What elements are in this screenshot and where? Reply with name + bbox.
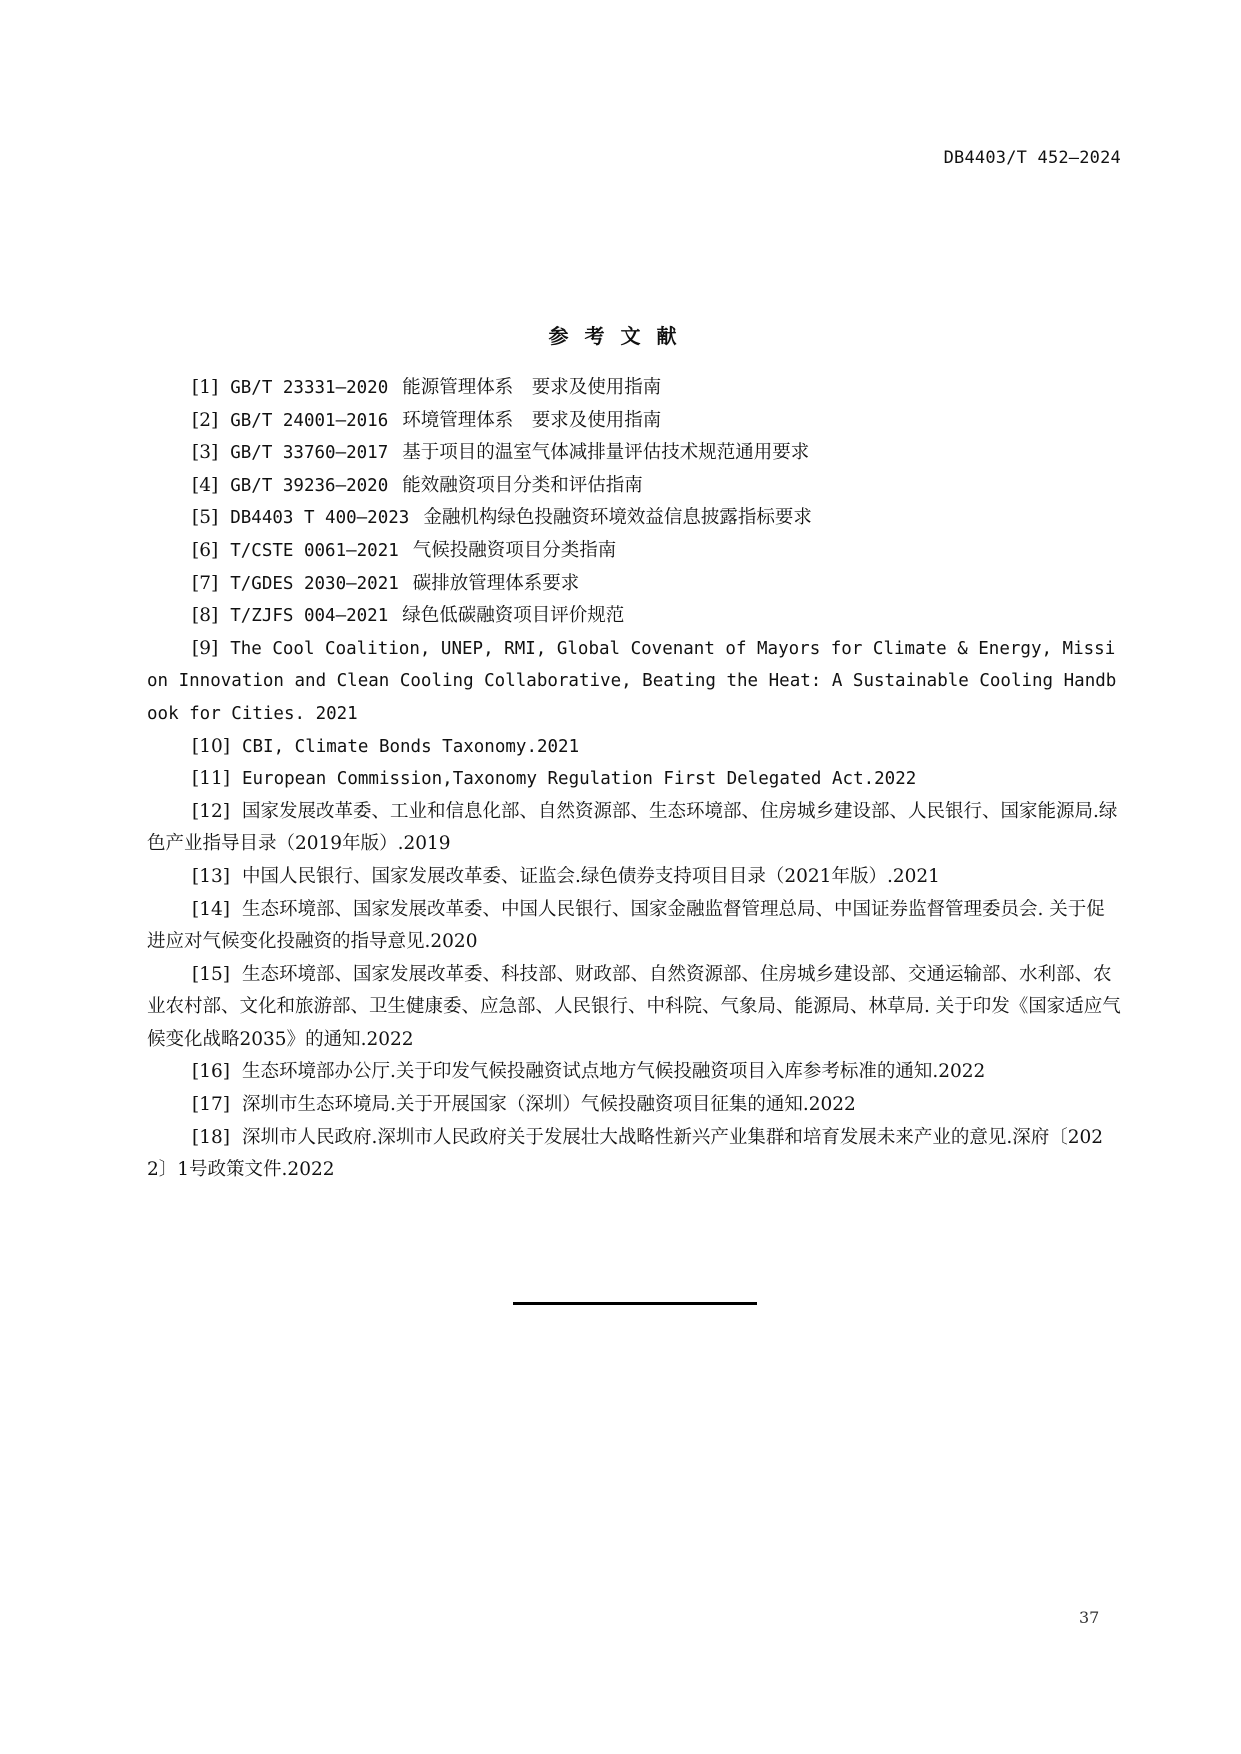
- reference-text: The Cool Coalition, UNEP, RMI, Global Covenant of Mayors for Climate & Energy, Mission Innovation and Clean Cooling Collaborative, Beating the Heat: A Sustainable Cooling Handbook for Cities. 2021: [147, 638, 1117, 724]
- reference-item: [147, 1056, 1123, 1089]
- reference-text: 能效融资项目分类和评估指南: [402, 474, 643, 496]
- reference-number: [5]: [192, 507, 219, 529]
- reference-item: [147, 470, 1123, 503]
- reference-number: [16]: [192, 1061, 230, 1083]
- reference-text: 基于项目的温室气体减排量评估技术规范通用要求: [402, 442, 810, 464]
- reference-number: [17]: [192, 1094, 230, 1116]
- reference-text: 气候投融资项目分类指南: [412, 539, 617, 561]
- reference-item: [147, 1089, 1123, 1122]
- reference-code: DB4403 T 400—2023: [230, 508, 410, 529]
- reference-text: European Commission,Taxonomy Regulation First Delegated Act.2022: [241, 769, 917, 790]
- reference-number: [4]: [192, 474, 219, 496]
- reference-text: 生态环境部、国家发展改革委、中国人民银行、国家金融监督管理总局、中国证券监督管理委员会. 关于促进应对气候变化投融资的指导意见.2020: [147, 898, 1105, 953]
- reference-number: [10]: [192, 735, 230, 757]
- reference-text: 深圳市人民政府.深圳市人民政府关于发展壮大战略性新兴产业集群和培育发展未来产业的意见.深府〔2022〕1号政策文件.2022: [147, 1126, 1104, 1181]
- reference-item: [147, 796, 1123, 861]
- reference-text: 绿色低碳融资项目评价规范: [402, 605, 625, 627]
- reference-text: 国家发展改革委、工业和信息化部、自然资源部、生态环境部、住房城乡建设部、人民银行、国家能源局.绿色产业指导目录（2019年版）.2019: [147, 800, 1118, 855]
- reference-number: [1]: [192, 377, 219, 398]
- reference-number: [8]: [192, 605, 219, 627]
- reference-number: [18]: [192, 1126, 230, 1148]
- reference-number: [14]: [192, 898, 230, 920]
- reference-item: [147, 600, 1123, 633]
- end-divider: [513, 1302, 757, 1305]
- reference-number: [6]: [192, 539, 219, 561]
- section-title: 参考文献: [548, 324, 693, 348]
- reference-list: [147, 372, 1123, 1187]
- reference-item: [147, 1122, 1123, 1187]
- reference-item: [147, 959, 1123, 1057]
- reference-code: GB/T 24001—2016: [230, 410, 389, 431]
- reference-item: [147, 535, 1123, 568]
- reference-code: T/CSTE 0061—2021: [230, 540, 399, 561]
- reference-number: [13]: [192, 865, 230, 887]
- reference-text: 中国人民银行、国家发展改革委、证监会.绿色债券支持项目目录（2021年版）.2021: [241, 865, 940, 887]
- reference-item: [147, 568, 1123, 601]
- reference-item: [147, 731, 1123, 764]
- reference-item: [147, 372, 1123, 405]
- reference-number: [12]: [192, 800, 230, 822]
- reference-code: GB/T 23331—2020: [230, 378, 389, 398]
- reference-number: [3]: [192, 442, 219, 464]
- reference-text: 碳排放管理体系要求: [412, 572, 580, 594]
- reference-text: 能源管理体系 要求及使用指南: [402, 377, 662, 398]
- reference-item: [147, 405, 1123, 438]
- reference-number: [9]: [192, 637, 219, 659]
- reference-number: [15]: [192, 963, 230, 985]
- reference-item: [147, 861, 1123, 894]
- reference-number: [2]: [192, 409, 219, 431]
- reference-item: [147, 763, 1123, 796]
- reference-text: CBI, Climate Bonds Taxonomy.2021: [241, 736, 580, 757]
- reference-text: 环境管理体系 要求及使用指南: [402, 409, 662, 431]
- reference-code: T/GDES 2030—2021: [230, 573, 399, 594]
- reference-code: GB/T 33760—2017: [230, 443, 389, 464]
- reference-code: T/ZJFS 004—2021: [230, 606, 389, 627]
- reference-item: [147, 633, 1123, 731]
- reference-item: [147, 894, 1123, 959]
- reference-item: [147, 502, 1123, 535]
- standard-code-header: DB4403/T 452—2024: [943, 148, 1121, 168]
- page-number: 37: [1079, 1608, 1100, 1627]
- reference-item: [147, 437, 1123, 470]
- reference-number: [7]: [192, 572, 219, 594]
- reference-text: 生态环境部办公厅.关于印发气候投融资试点地方气候投融资项目入库参考标准的通知.2022: [241, 1061, 986, 1083]
- reference-text: 生态环境部、国家发展改革委、科技部、财政部、自然资源部、住房城乡建设部、交通运输部、水利部、农业农村部、文化和旅游部、卫生健康委、应急部、人民银行、中科院、气象局、能源局、林草局. 关于印发《国家适应气候变化战略2035》的通知.2022: [147, 963, 1121, 1050]
- reference-text: 深圳市生态环境局.关于开展国家（深圳）气候投融资项目征集的通知.2022: [241, 1094, 856, 1116]
- reference-text: 金融机构绿色投融资环境效益信息披露指标要求: [423, 507, 812, 529]
- reference-number: [11]: [192, 768, 230, 790]
- reference-code: GB/T 39236—2020: [230, 475, 389, 496]
